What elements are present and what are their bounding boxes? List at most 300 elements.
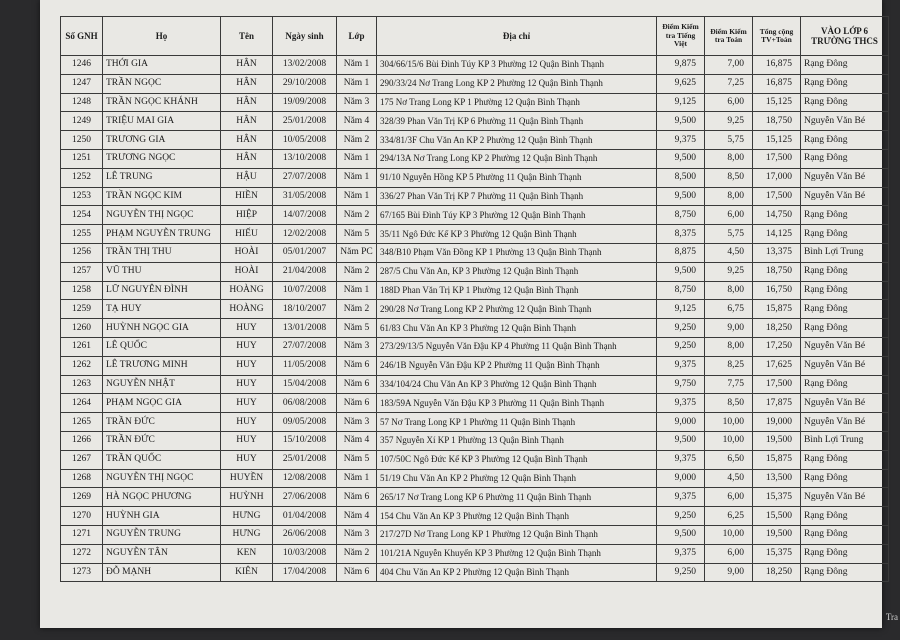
cell-tv: 8,375 xyxy=(657,225,705,244)
cell-tv: 9,250 xyxy=(657,319,705,338)
col-header-ho: Họ xyxy=(103,17,221,56)
cell-sgnh: 1257 xyxy=(61,262,103,281)
cell-ho: HUỲNH GIA xyxy=(103,507,221,526)
cell-lop: Năm 3 xyxy=(337,413,377,432)
cell-ngaysinh: 09/05/2008 xyxy=(273,413,337,432)
cell-ngaysinh: 17/04/2008 xyxy=(273,563,337,582)
cell-lop: Năm 1 xyxy=(337,74,377,93)
cell-sgnh: 1247 xyxy=(61,74,103,93)
cell-ho: TRẦN ĐỨC xyxy=(103,431,221,450)
cell-sgnh: 1253 xyxy=(61,187,103,206)
table-row xyxy=(61,507,889,526)
cell-lop: Năm 6 xyxy=(337,375,377,394)
cell-lop: Năm 6 xyxy=(337,356,377,375)
cell-ten: HÂN xyxy=(221,56,273,75)
cell-ho: TRẦN NGỌC KHÁNH xyxy=(103,93,221,112)
cell-sgnh: 1260 xyxy=(61,319,103,338)
cell-tv: 9,875 xyxy=(657,56,705,75)
cell-toan: 7,25 xyxy=(705,74,753,93)
col-header-diachi: Địa chỉ xyxy=(377,17,657,56)
cell-ngaysinh: 13/01/2008 xyxy=(273,319,337,338)
cell-ngaysinh: 19/09/2008 xyxy=(273,93,337,112)
cell-lop: Năm 1 xyxy=(337,149,377,168)
cell-tong: 13,375 xyxy=(753,243,801,262)
cell-diachi: 57 Nơ Trang Long KP 1 Phường 11 Quận Bình Thạnh xyxy=(377,413,657,432)
table-row xyxy=(61,394,889,413)
table-row xyxy=(61,56,889,75)
cell-lop: Năm 6 xyxy=(337,488,377,507)
cell-vaolop: Nguyễn Văn Bé xyxy=(801,187,889,206)
cell-lop: Năm 2 xyxy=(337,131,377,150)
cell-ten: HUYỀN xyxy=(221,469,273,488)
cell-toan: 10,00 xyxy=(705,413,753,432)
cell-toan: 5,75 xyxy=(705,225,753,244)
cell-lop: Năm 4 xyxy=(337,507,377,526)
cell-diachi: 348/B10 Phạm Văn Đồng KP 1 Phường 13 Quận Bình Thạnh xyxy=(377,243,657,262)
cell-lop: Năm 2 xyxy=(337,206,377,225)
cell-tong: 15,500 xyxy=(753,507,801,526)
cell-ten: HUY xyxy=(221,413,273,432)
cell-vaolop: Rạng Đông xyxy=(801,74,889,93)
cell-sgnh: 1254 xyxy=(61,206,103,225)
cell-tong: 17,250 xyxy=(753,337,801,356)
cell-toan: 10,00 xyxy=(705,431,753,450)
cell-ngaysinh: 27/07/2008 xyxy=(273,168,337,187)
cell-sgnh: 1271 xyxy=(61,525,103,544)
table-row xyxy=(61,525,889,544)
cell-ten: HƯNG xyxy=(221,507,273,526)
cell-lop: Năm 2 xyxy=(337,544,377,563)
col-header-ten: Tên xyxy=(221,17,273,56)
cell-vaolop: Bình Lợi Trung xyxy=(801,431,889,450)
cell-vaolop: Nguyễn Văn Bé xyxy=(801,168,889,187)
cell-ten: HUY xyxy=(221,431,273,450)
document-sheet xyxy=(40,0,882,628)
cell-diachi: 91/10 Nguyễn Hồng KP 5 Phường 11 Quận Bình Thạnh xyxy=(377,168,657,187)
cell-ngaysinh: 13/10/2008 xyxy=(273,149,337,168)
cell-tong: 17,000 xyxy=(753,168,801,187)
cell-ngaysinh: 13/02/2008 xyxy=(273,56,337,75)
cell-lop: Năm 5 xyxy=(337,225,377,244)
cell-toan: 5,75 xyxy=(705,131,753,150)
cell-tv: 9,625 xyxy=(657,74,705,93)
cell-diachi: 287/5 Chu Văn An, KP 3 Phường 12 Quận Bình Thạnh xyxy=(377,262,657,281)
cell-lop: Năm 3 xyxy=(337,337,377,356)
cell-ho: TRẦN NGỌC xyxy=(103,74,221,93)
cell-ho: VŨ THU xyxy=(103,262,221,281)
cell-tv: 8,875 xyxy=(657,243,705,262)
cell-ho: NGUYỄN TÂN xyxy=(103,544,221,563)
cell-vaolop: Rạng Đông xyxy=(801,450,889,469)
cell-diachi: 35/11 Ngô Đức Kế KP 3 Phường 12 Quận Bình Thạnh xyxy=(377,225,657,244)
header-row xyxy=(61,17,889,56)
cell-ho: PHẠM NGUYỄN TRUNG xyxy=(103,225,221,244)
table-row xyxy=(61,450,889,469)
cell-diachi: 246/1B Nguyễn Văn Đậu KP 2 Phường 11 Quận Bình Thạnh xyxy=(377,356,657,375)
col-header-sgnh: Số GNH xyxy=(61,17,103,56)
cell-sgnh: 1270 xyxy=(61,507,103,526)
cell-tong: 16,750 xyxy=(753,281,801,300)
cell-lop: Năm 1 xyxy=(337,187,377,206)
cell-tong: 17,500 xyxy=(753,149,801,168)
cell-diachi: 357 Nguyễn Xí KP 1 Phường 13 Quận Bình Thạnh xyxy=(377,431,657,450)
cell-tv: 9,375 xyxy=(657,356,705,375)
cell-lop: Năm 6 xyxy=(337,394,377,413)
table-row xyxy=(61,149,889,168)
cell-diachi: 51/19 Chu Văn An KP 2 Phường 12 Quận Bình Thạnh xyxy=(377,469,657,488)
cell-tong: 15,875 xyxy=(753,450,801,469)
cell-tv: 8,750 xyxy=(657,206,705,225)
cell-tv: 9,500 xyxy=(657,112,705,131)
col-header-lop: Lớp xyxy=(337,17,377,56)
table-row xyxy=(61,93,889,112)
cell-diachi: 107/50C Ngô Đức Kế KP 3 Phường 12 Quận Bình Thạnh xyxy=(377,450,657,469)
cell-ngaysinh: 25/01/2008 xyxy=(273,450,337,469)
cell-vaolop: Rạng Đông xyxy=(801,281,889,300)
cell-toan: 8,00 xyxy=(705,187,753,206)
cell-ten: HÂN xyxy=(221,131,273,150)
cell-sgnh: 1273 xyxy=(61,563,103,582)
cell-ho: NGUYỄN THỊ NGỌC xyxy=(103,206,221,225)
cell-toan: 8,50 xyxy=(705,394,753,413)
cell-vaolop: Rạng Đông xyxy=(801,206,889,225)
cell-diachi: 328/39 Phan Văn Trị KP 6 Phường 11 Quận Bình Thạnh xyxy=(377,112,657,131)
cell-tong: 17,500 xyxy=(753,187,801,206)
cell-diachi: 154 Chu Văn An KP 3 Phường 12 Quận Bình Thạnh xyxy=(377,507,657,526)
cell-tv: 9,000 xyxy=(657,413,705,432)
cell-tv: 9,375 xyxy=(657,544,705,563)
cell-lop: Năm 2 xyxy=(337,262,377,281)
cell-ten: HOÀI xyxy=(221,262,273,281)
cell-ngaysinh: 12/08/2008 xyxy=(273,469,337,488)
cell-toan: 4,50 xyxy=(705,243,753,262)
cell-ngaysinh: 25/01/2008 xyxy=(273,112,337,131)
cropped-footer-text: Tra xyxy=(885,612,898,622)
cell-diachi: 273/29/13/5 Nguyễn Văn Đậu KP 4 Phường 11 Quận Bình Thạnh xyxy=(377,337,657,356)
cell-tong: 18,750 xyxy=(753,262,801,281)
cell-diachi: 217/27D Nơ Trang Long KP 1 Phường 12 Quận Bình Thạnh xyxy=(377,525,657,544)
col-header-ngaysinh: Ngày sinh xyxy=(273,17,337,56)
cell-ngaysinh: 10/03/2008 xyxy=(273,544,337,563)
table-row xyxy=(61,112,889,131)
cell-ten: HUY xyxy=(221,337,273,356)
cell-diachi: 175 Nơ Trang Long KP 1 Phường 12 Quận Bình Thạnh xyxy=(377,93,657,112)
cell-ho: NGUYỄN THỊ NGỌC xyxy=(103,469,221,488)
cell-sgnh: 1261 xyxy=(61,337,103,356)
cell-vaolop: Nguyễn Văn Bé xyxy=(801,112,889,131)
cell-toan: 10,00 xyxy=(705,525,753,544)
cell-vaolop: Rạng Đông xyxy=(801,56,889,75)
cell-ho: HUỲNH NGỌC GIA xyxy=(103,319,221,338)
cell-ten: HÂN xyxy=(221,74,273,93)
cell-lop: Năm 6 xyxy=(337,563,377,582)
table-row xyxy=(61,187,889,206)
cell-lop: Năm PC xyxy=(337,243,377,262)
cell-toan: 6,00 xyxy=(705,206,753,225)
cell-vaolop: Rạng Đông xyxy=(801,262,889,281)
cell-tong: 14,125 xyxy=(753,225,801,244)
cell-ngaysinh: 01/04/2008 xyxy=(273,507,337,526)
cell-ho: PHẠM NGỌC GIA xyxy=(103,394,221,413)
cell-tv: 9,500 xyxy=(657,187,705,206)
cell-vaolop: Rạng Đông xyxy=(801,469,889,488)
cell-ngaysinh: 12/02/2008 xyxy=(273,225,337,244)
cell-ho: TRƯƠNG GIA xyxy=(103,131,221,150)
cell-ho: TRIỆU MAI GIA xyxy=(103,112,221,131)
cell-toan: 4,50 xyxy=(705,469,753,488)
cell-diachi: 334/104/24 Chu Văn An KP 3 Phường 12 Quận Bình Thạnh xyxy=(377,375,657,394)
cell-tong: 15,375 xyxy=(753,488,801,507)
cell-ho: LỮ NGUYÊN ĐÌNH xyxy=(103,281,221,300)
cell-ho: TRƯƠNG NGỌC xyxy=(103,149,221,168)
cell-ho: LÊ TRUNG xyxy=(103,168,221,187)
cell-ten: HÂN xyxy=(221,112,273,131)
cell-diachi: 336/27 Phan Văn Trị KP 7 Phường 11 Quận Bình Thạnh xyxy=(377,187,657,206)
cell-tong: 17,625 xyxy=(753,356,801,375)
cell-vaolop: Rạng Đông xyxy=(801,300,889,319)
cell-tong: 18,750 xyxy=(753,112,801,131)
cell-tv: 9,375 xyxy=(657,488,705,507)
cell-tv: 9,375 xyxy=(657,450,705,469)
cell-tong: 15,375 xyxy=(753,544,801,563)
col-header-tong: Tổng cộng TV+Toán xyxy=(753,17,801,56)
cell-toan: 6,00 xyxy=(705,488,753,507)
cell-tong: 13,500 xyxy=(753,469,801,488)
cell-diachi: 290/28 Nơ Trang Long KP 2 Phường 12 Quận Bình Thạnh xyxy=(377,300,657,319)
cell-tv: 9,500 xyxy=(657,431,705,450)
cell-vaolop: Rạng Đông xyxy=(801,525,889,544)
cell-vaolop: Rạng Đông xyxy=(801,507,889,526)
cell-lop: Năm 2 xyxy=(337,300,377,319)
cell-vaolop: Rạng Đông xyxy=(801,544,889,563)
cell-ngaysinh: 18/10/2007 xyxy=(273,300,337,319)
cell-ten: HIỀN xyxy=(221,187,273,206)
cell-toan: 9,00 xyxy=(705,563,753,582)
cell-ho: HÀ NGỌC PHƯƠNG xyxy=(103,488,221,507)
cell-sgnh: 1267 xyxy=(61,450,103,469)
cell-sgnh: 1266 xyxy=(61,431,103,450)
cell-tong: 19,000 xyxy=(753,413,801,432)
cell-tv: 9,500 xyxy=(657,262,705,281)
cell-tong: 16,875 xyxy=(753,56,801,75)
table-row xyxy=(61,131,889,150)
cell-lop: Năm 4 xyxy=(337,112,377,131)
table-row xyxy=(61,168,889,187)
cell-sgnh: 1250 xyxy=(61,131,103,150)
table-row xyxy=(61,281,889,300)
table-row xyxy=(61,563,889,582)
cell-lop: Năm 5 xyxy=(337,450,377,469)
cell-ngaysinh: 29/10/2008 xyxy=(273,74,337,93)
cell-toan: 8,00 xyxy=(705,149,753,168)
cell-sgnh: 1246 xyxy=(61,56,103,75)
cell-ngaysinh: 15/10/2008 xyxy=(273,431,337,450)
cell-diachi: 334/81/3F Chu Văn An KP 2 Phường 12 Quận Bình Thạnh xyxy=(377,131,657,150)
cell-sgnh: 1262 xyxy=(61,356,103,375)
cell-ngaysinh: 10/05/2008 xyxy=(273,131,337,150)
cell-vaolop: Rạng Đông xyxy=(801,93,889,112)
cell-vaolop: Rạng Đông xyxy=(801,375,889,394)
cell-sgnh: 1252 xyxy=(61,168,103,187)
cell-sgnh: 1249 xyxy=(61,112,103,131)
cell-ngaysinh: 15/04/2008 xyxy=(273,375,337,394)
cell-tv: 9,375 xyxy=(657,394,705,413)
cell-ho: NGUYỄN NHẬT xyxy=(103,375,221,394)
cell-tv: 9,500 xyxy=(657,149,705,168)
cell-ngaysinh: 27/07/2008 xyxy=(273,337,337,356)
cell-ngaysinh: 31/05/2008 xyxy=(273,187,337,206)
cell-tv: 9,250 xyxy=(657,563,705,582)
cell-tv: 9,125 xyxy=(657,300,705,319)
table-row xyxy=(61,337,889,356)
cell-ho: LÊ TRƯƠNG MINH xyxy=(103,356,221,375)
cell-sgnh: 1264 xyxy=(61,394,103,413)
cell-diachi: 188D Phan Văn Trị KP 1 Phường 12 Quận Bình Thạnh xyxy=(377,281,657,300)
table-row xyxy=(61,375,889,394)
cell-sgnh: 1258 xyxy=(61,281,103,300)
cell-tv: 9,000 xyxy=(657,469,705,488)
cell-ten: KIÊN xyxy=(221,563,273,582)
table-row xyxy=(61,206,889,225)
cell-toan: 6,00 xyxy=(705,93,753,112)
col-header-vaolop: VÀO LỚP 6 TRƯỜNG THCS xyxy=(801,17,889,56)
cell-toan: 8,00 xyxy=(705,281,753,300)
cell-toan: 9,25 xyxy=(705,112,753,131)
table-row xyxy=(61,74,889,93)
cell-ho: ĐỖ MẠNH xyxy=(103,563,221,582)
cell-tong: 15,875 xyxy=(753,300,801,319)
cell-toan: 7,00 xyxy=(705,56,753,75)
cell-vaolop: Rạng Đông xyxy=(801,319,889,338)
cell-diachi: 61/83 Chu Văn An KP 3 Phường 12 Quận Bình Thạnh xyxy=(377,319,657,338)
cell-vaolop: Rạng Đông xyxy=(801,131,889,150)
cell-tv: 9,500 xyxy=(657,525,705,544)
cell-ho: TRẦN ĐỨC xyxy=(103,413,221,432)
cell-diachi: 183/59A Nguyễn Văn Đậu KP 3 Phường 11 Quận Bình Thạnh xyxy=(377,394,657,413)
col-header-toan: Điểm Kiểm tra Toán xyxy=(705,17,753,56)
cell-ten: HÂN xyxy=(221,149,273,168)
results-table-frame xyxy=(60,16,878,582)
cell-ho: THỚI GIA xyxy=(103,56,221,75)
cell-sgnh: 1259 xyxy=(61,300,103,319)
cell-sgnh: 1248 xyxy=(61,93,103,112)
table-row xyxy=(61,356,889,375)
cell-tong: 15,125 xyxy=(753,93,801,112)
cell-tv: 9,750 xyxy=(657,375,705,394)
cell-ten: HUỲNH xyxy=(221,488,273,507)
cell-ngaysinh: 21/04/2008 xyxy=(273,262,337,281)
cell-ho: TRẦN QUỐC xyxy=(103,450,221,469)
cell-ten: HÂN xyxy=(221,93,273,112)
cell-ho: TẠ HUY xyxy=(103,300,221,319)
table-row xyxy=(61,431,889,450)
cell-sgnh: 1268 xyxy=(61,469,103,488)
cell-sgnh: 1269 xyxy=(61,488,103,507)
cell-toan: 9,25 xyxy=(705,262,753,281)
cell-diachi: 67/165 Bùi Đình Túy KP 3 Phường 12 Quận Bình Thạnh xyxy=(377,206,657,225)
cell-tong: 19,500 xyxy=(753,431,801,450)
cell-ho: TRẦN NGỌC KIM xyxy=(103,187,221,206)
cell-diachi: 294/13A Nơ Trang Long KP 2 Phường 12 Quận Bình Thạnh xyxy=(377,149,657,168)
cell-toan: 6,50 xyxy=(705,450,753,469)
cell-ten: HUY xyxy=(221,394,273,413)
cell-tv: 9,250 xyxy=(657,507,705,526)
cell-toan: 8,00 xyxy=(705,337,753,356)
cell-toan: 8,50 xyxy=(705,168,753,187)
cell-tong: 15,125 xyxy=(753,131,801,150)
cell-ho: TRẦN THỊ THU xyxy=(103,243,221,262)
cell-vaolop: Bình Lợi Trung xyxy=(801,243,889,262)
cell-lop: Năm 1 xyxy=(337,56,377,75)
cell-vaolop: Nguyễn Văn Bé xyxy=(801,488,889,507)
cell-tong: 17,875 xyxy=(753,394,801,413)
cell-ten: HƯNG xyxy=(221,525,273,544)
cell-lop: Năm 1 xyxy=(337,281,377,300)
cell-lop: Năm 4 xyxy=(337,431,377,450)
cell-tv: 9,375 xyxy=(657,131,705,150)
cell-tong: 14,750 xyxy=(753,206,801,225)
cell-sgnh: 1256 xyxy=(61,243,103,262)
cell-toan: 6,75 xyxy=(705,300,753,319)
cell-tv: 9,250 xyxy=(657,337,705,356)
cell-diachi: 290/33/24 Nơ Trang Long KP 2 Phường 12 Quận Bình Thạnh xyxy=(377,74,657,93)
table-row xyxy=(61,243,889,262)
cell-diachi: 404 Chu Văn An KP 2 Phường 12 Quận Bình Thạnh xyxy=(377,563,657,582)
table-row xyxy=(61,319,889,338)
cell-sgnh: 1272 xyxy=(61,544,103,563)
table-row xyxy=(61,262,889,281)
cell-vaolop: Rạng Đông xyxy=(801,563,889,582)
table-row xyxy=(61,225,889,244)
cell-ngaysinh: 26/06/2008 xyxy=(273,525,337,544)
cell-sgnh: 1251 xyxy=(61,149,103,168)
cell-vaolop: Nguyễn Văn Bé xyxy=(801,356,889,375)
cell-ten: HUY xyxy=(221,356,273,375)
cell-ten: HẬU xyxy=(221,168,273,187)
cell-ten: HIỆP xyxy=(221,206,273,225)
cell-diachi: 265/17 Nơ Trang Long KP 6 Phường 11 Quận Bình Thạnh xyxy=(377,488,657,507)
table-row xyxy=(61,488,889,507)
cell-tong: 17,500 xyxy=(753,375,801,394)
cell-ten: KEN xyxy=(221,544,273,563)
table-row xyxy=(61,413,889,432)
table-row xyxy=(61,469,889,488)
cell-vaolop: Nguyễn Văn Bé xyxy=(801,413,889,432)
table-body xyxy=(61,56,889,582)
cell-ngaysinh: 06/08/2008 xyxy=(273,394,337,413)
cell-ngaysinh: 10/07/2008 xyxy=(273,281,337,300)
cell-tong: 18,250 xyxy=(753,319,801,338)
cell-ten: HUY xyxy=(221,319,273,338)
cell-tong: 19,500 xyxy=(753,525,801,544)
cell-ten: HUY xyxy=(221,375,273,394)
cell-ho: LÊ QUỐC xyxy=(103,337,221,356)
cell-tong: 18,250 xyxy=(753,563,801,582)
table-row xyxy=(61,544,889,563)
cell-toan: 6,00 xyxy=(705,544,753,563)
cell-lop: Năm 1 xyxy=(337,168,377,187)
cell-lop: Năm 3 xyxy=(337,525,377,544)
cell-ten: HOÀNG xyxy=(221,281,273,300)
cell-tv: 8,500 xyxy=(657,168,705,187)
cell-lop: Năm 5 xyxy=(337,319,377,338)
cell-ngaysinh: 11/05/2008 xyxy=(273,356,337,375)
cell-sgnh: 1265 xyxy=(61,413,103,432)
cell-vaolop: Rạng Đông xyxy=(801,225,889,244)
cell-diachi: 101/21A Nguyễn Khuyến KP 3 Phường 12 Quận Bình Thạnh xyxy=(377,544,657,563)
results-table xyxy=(60,16,889,582)
cell-toan: 8,25 xyxy=(705,356,753,375)
